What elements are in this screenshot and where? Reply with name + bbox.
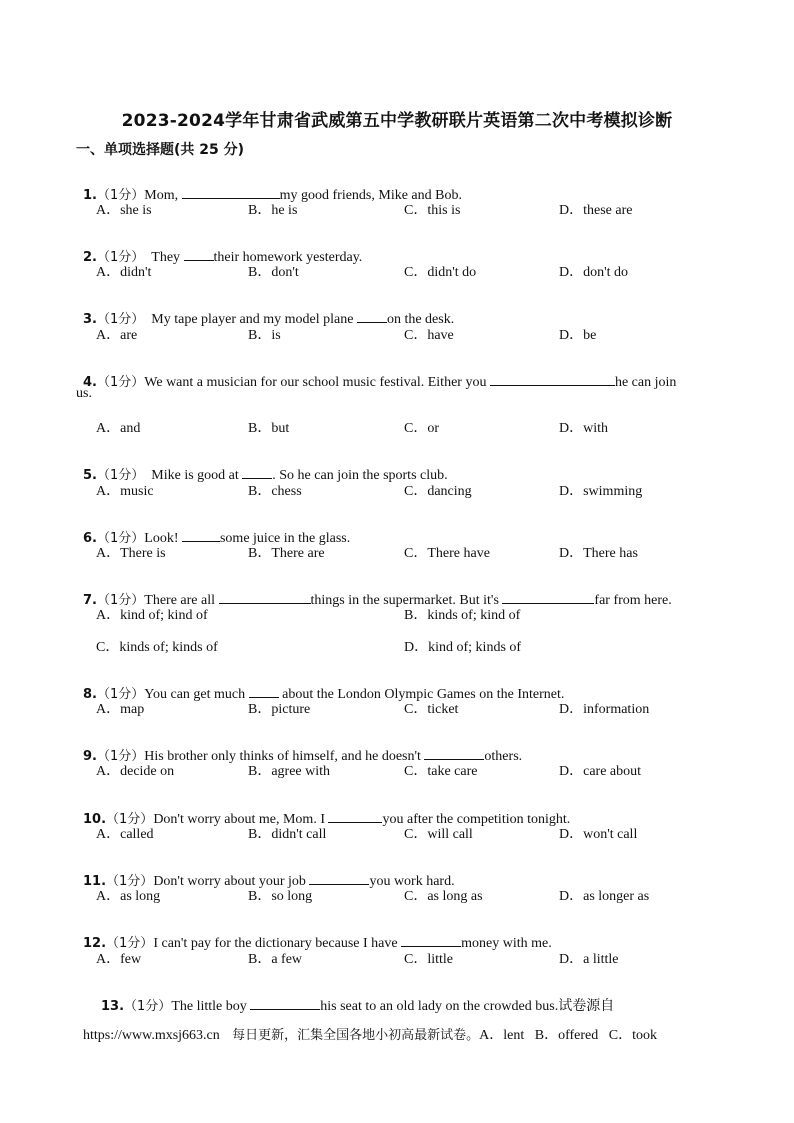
answer-blank[interactable]: [309, 872, 369, 885]
question-text: his seat to an old lady on the crowded bus.试卷源自: [320, 999, 615, 1014]
answer-blank[interactable]: [357, 310, 387, 323]
option-b[interactable]: B．agree with: [248, 764, 331, 779]
option-a[interactable]: A．There is: [96, 546, 166, 561]
question-text: The little boy: [171, 999, 251, 1014]
question-points: （1分）: [96, 250, 145, 265]
question-12: [76, 916, 552, 952]
option-a[interactable]: A．kind of; kind of: [96, 608, 208, 623]
question-number: 11.: [83, 874, 107, 889]
option-b[interactable]: B．don't: [248, 265, 299, 280]
option-b[interactable]: B．There are: [248, 546, 325, 561]
source-url[interactable]: https://www.mxsj663.cn: [83, 1028, 220, 1043]
question-text: you after the competition tonight.: [382, 812, 571, 827]
question-text: my good friends, Mike and Bob.: [279, 188, 462, 203]
option-b[interactable]: B．kinds of; kind of: [404, 608, 521, 623]
option-a[interactable]: A．called: [96, 827, 154, 842]
answer-blank[interactable]: [490, 373, 615, 386]
question-number: 6.: [83, 531, 97, 546]
option-a[interactable]: A．are: [96, 328, 138, 343]
question-number: 1.: [83, 188, 97, 203]
question-text: Mike is good at: [144, 468, 243, 483]
option-c[interactable]: C．didn't do: [404, 265, 477, 280]
question-text: You can get much: [144, 687, 249, 702]
question-number: 12.: [83, 936, 107, 951]
option-c[interactable]: C．will call: [404, 827, 473, 842]
option-d[interactable]: D．kind of; kinds of: [404, 640, 522, 655]
question-points: （1分）: [124, 999, 172, 1014]
option-b[interactable]: B．didn't call: [248, 827, 327, 842]
options-row: [96, 698, 716, 716]
answer-blank[interactable]: [182, 186, 280, 199]
option-b[interactable]: B．a few: [248, 952, 303, 967]
options-row: [96, 199, 716, 217]
question-number: 13.: [101, 999, 125, 1014]
options-row: [96, 604, 716, 622]
question-number: 10.: [83, 812, 107, 827]
question-text: some juice in the glass.: [219, 531, 351, 546]
option-b[interactable]: B．he is: [248, 203, 298, 218]
option-a[interactable]: A．music: [96, 484, 154, 499]
question-number: 8.: [83, 687, 97, 702]
question-text: far from here.: [594, 593, 672, 608]
question-4: [76, 355, 676, 391]
question-points: （1分）: [106, 874, 154, 889]
source-note: 每日更新，汇集全国各地小初高最新试卷。: [219, 1028, 480, 1043]
option-c[interactable]: C．ticket: [404, 702, 459, 717]
option-d[interactable]: D．There has: [559, 546, 638, 561]
answer-blank[interactable]: [242, 466, 272, 479]
option-d[interactable]: D．won't call: [559, 827, 638, 842]
option-c[interactable]: C．little: [404, 952, 453, 967]
question-points: （1分）: [96, 749, 145, 764]
question-number: 3.: [83, 312, 97, 327]
question-points: （1分）: [96, 375, 145, 390]
options-row: [96, 480, 716, 498]
answer-blank[interactable]: [182, 529, 220, 542]
question-text: on the desk.: [386, 312, 455, 327]
question-points: （1分）: [96, 687, 145, 702]
question-points: （1分）: [96, 593, 145, 608]
answer-blank[interactable]: [184, 248, 214, 261]
question-continuation: us.: [76, 386, 92, 401]
option-a[interactable]: A．few: [96, 952, 142, 967]
options-row: [96, 636, 716, 654]
options-row: [96, 760, 716, 778]
option-c[interactable]: C．this is: [404, 203, 461, 218]
question-points: （1分）: [106, 936, 154, 951]
question-text: things in the supermarket. But it's: [310, 593, 503, 608]
question-points: （1分）: [96, 312, 145, 327]
question-text: Look!: [144, 531, 182, 546]
question-5: [76, 448, 448, 484]
option-d[interactable]: D．a little: [559, 952, 619, 967]
question-number: 4.: [83, 375, 97, 390]
question-text: There are all: [144, 593, 219, 608]
option-c[interactable]: C．dancing: [404, 484, 472, 499]
options-row: [96, 261, 716, 279]
option-c[interactable]: C．or: [404, 421, 439, 436]
option-a[interactable]: A．decide on: [96, 764, 175, 779]
question-number: 7.: [83, 593, 97, 608]
footer-line: [76, 1008, 690, 1044]
option-d[interactable]: D．don't do: [559, 265, 629, 280]
option-d[interactable]: D．with: [559, 421, 608, 436]
options-row: [96, 948, 716, 966]
question-text: . So he can join the sports club.: [272, 468, 448, 483]
question-text: Mom,: [144, 188, 182, 203]
option-c[interactable]: C．kinds of; kinds of: [96, 640, 218, 655]
question-points: （1分）: [96, 468, 145, 483]
question-text: money with me.: [461, 936, 552, 951]
question-text: Don't worry about me, Mom. I: [153, 812, 329, 827]
option-b[interactable]: B．so long: [248, 889, 313, 904]
question-points: （1分）: [106, 812, 154, 827]
question-points: （1分）: [96, 188, 145, 203]
question-text: We want a musician for our school music festival. Either you: [144, 375, 490, 390]
option-b[interactable]: B．is: [248, 328, 281, 343]
option-d[interactable]: D．information: [559, 702, 650, 717]
option-d[interactable]: D．swimming: [559, 484, 643, 499]
options-row: [96, 324, 716, 342]
option-d[interactable]: D．as longer as: [559, 889, 650, 904]
question-text: I can't pay for the dictionary because I have: [153, 936, 402, 951]
option-c[interactable]: C．as long as: [404, 889, 483, 904]
question-13-options[interactable]: A．lent B．offered C．took: [479, 1028, 658, 1043]
option-a[interactable]: A．didn't: [96, 265, 152, 280]
question-text: you work hard.: [369, 874, 455, 889]
answer-blank[interactable]: [249, 685, 279, 698]
option-b[interactable]: B．picture: [248, 702, 311, 717]
option-a[interactable]: A．as long: [96, 889, 161, 904]
options-row: [96, 417, 716, 435]
options-row: [96, 885, 716, 903]
answer-blank[interactable]: [502, 591, 594, 604]
question-text: others.: [484, 749, 523, 764]
answer-blank[interactable]: [328, 810, 382, 823]
option-a[interactable]: A．she is: [96, 203, 152, 218]
option-a[interactable]: A．and: [96, 421, 141, 436]
question-points: （1分）: [96, 531, 145, 546]
question-number: 5.: [83, 468, 97, 483]
option-b[interactable]: B．chess: [248, 484, 302, 499]
question-text: Don't worry about your job: [153, 874, 310, 889]
question-number: 9.: [83, 749, 97, 764]
question-text: My tape player and my model plane: [144, 312, 357, 327]
answer-blank[interactable]: [401, 934, 461, 947]
exam-title: 2023-2024学年甘肃省武威第五中学教研联片英语第二次中考模拟诊断: [121, 111, 673, 131]
question-text: he can join: [614, 375, 677, 390]
options-row: [96, 823, 716, 841]
option-c[interactable]: C．There have: [404, 546, 490, 561]
option-a[interactable]: A．map: [96, 702, 145, 717]
option-d[interactable]: D．care about: [559, 764, 642, 779]
question-number: 2.: [83, 250, 97, 265]
option-d[interactable]: D．be: [559, 328, 597, 343]
option-c[interactable]: C．have: [404, 328, 454, 343]
question-3: [76, 292, 454, 328]
answer-blank[interactable]: [219, 591, 311, 604]
option-d[interactable]: D．these are: [559, 203, 633, 218]
question-text: His brother only thinks of himself, and he doesn't: [144, 749, 425, 764]
answer-blank[interactable]: [424, 747, 484, 760]
option-b[interactable]: B．but: [248, 421, 290, 436]
question-text: They: [144, 250, 184, 265]
question-text: their homework yesterday.: [213, 250, 363, 265]
options-row: [96, 542, 716, 560]
question-text: about the London Olympic Games on the Internet.: [278, 687, 565, 702]
option-c[interactable]: C．take care: [404, 764, 478, 779]
section-heading: 一、单项选择题(共 25 分): [76, 142, 245, 158]
